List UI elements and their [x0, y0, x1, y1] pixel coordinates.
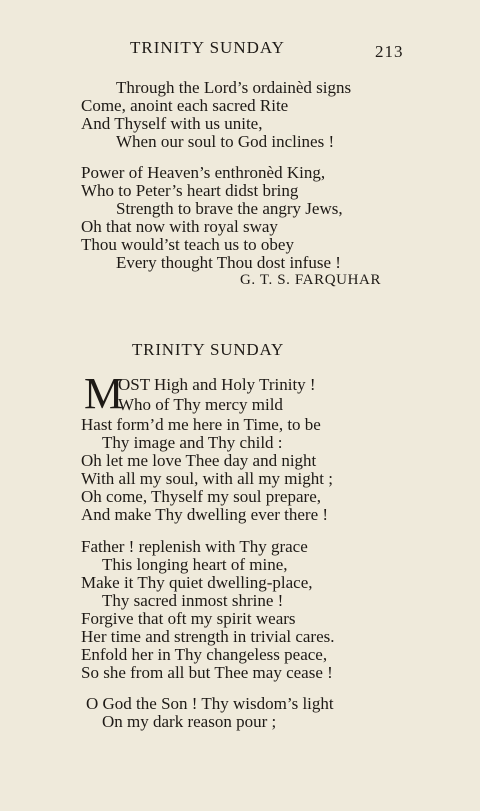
poem-line: With all my soul, with all my might ;	[81, 469, 333, 488]
poem-title: TRINITY SUNDAY	[132, 340, 285, 359]
poem-line: Make it Thy quiet dwelling-place,	[81, 573, 313, 592]
poem-line: Her time and strength in trivial cares.	[81, 627, 335, 646]
drop-cap: M	[84, 369, 124, 418]
poem-line: Hast form’d me here in Time, to be	[81, 415, 321, 434]
poem-line: Thy image and Thy child :	[102, 433, 283, 452]
poem-line: Forgive that oft my spirit wears	[81, 609, 296, 628]
poem-line: On my dark reason pour ;	[102, 712, 277, 731]
poem-line: Strength to brave the angry Jews,	[116, 199, 343, 218]
poem-line: Enfold her in Thy changeless peace,	[81, 645, 328, 664]
poem-line: Every thought Thou dost infuse !	[116, 253, 341, 272]
running-title: TRINITY SUNDAY	[130, 38, 285, 57]
poem-line: This longing heart of mine,	[102, 555, 288, 574]
poem-line: Thy sacred inmost shrine !	[102, 591, 284, 610]
poem-attribution: G. T. S. FARQUHAR	[240, 272, 382, 288]
poem-line: Oh that now with royal sway	[81, 217, 278, 236]
poem-line: Thou would’st teach us to obey	[81, 235, 294, 254]
poem-line: Come, anoint each sacred Rite	[81, 96, 289, 115]
poem-line: And make Thy dwelling ever there !	[81, 505, 329, 524]
poem-line: Who of Thy mercy mild	[118, 395, 283, 414]
poem-line: Oh let me love Thee day and night	[81, 451, 317, 470]
poem-line: When our soul to God inclines !	[116, 132, 335, 151]
poem-line: Father ! replenish with Thy grace	[81, 537, 308, 556]
poem-line: Oh come, Thyself my soul prepare,	[81, 487, 321, 506]
poem-line: Through the Lord’s ordainèd signs	[116, 78, 352, 97]
poem-first-line: OST High and Holy Trinity !	[118, 375, 316, 394]
poem-line: O God the Son ! Thy wisdom’s light	[86, 694, 334, 713]
poem-line: So she from all but Thee may cease !	[81, 663, 333, 682]
poem-line: Who to Peter’s heart didst bring	[81, 181, 299, 200]
poem-line: And Thyself with us unite,	[81, 114, 263, 133]
poem-line: Power of Heaven’s enthronèd King,	[81, 163, 326, 182]
page-number: 213	[375, 42, 404, 61]
